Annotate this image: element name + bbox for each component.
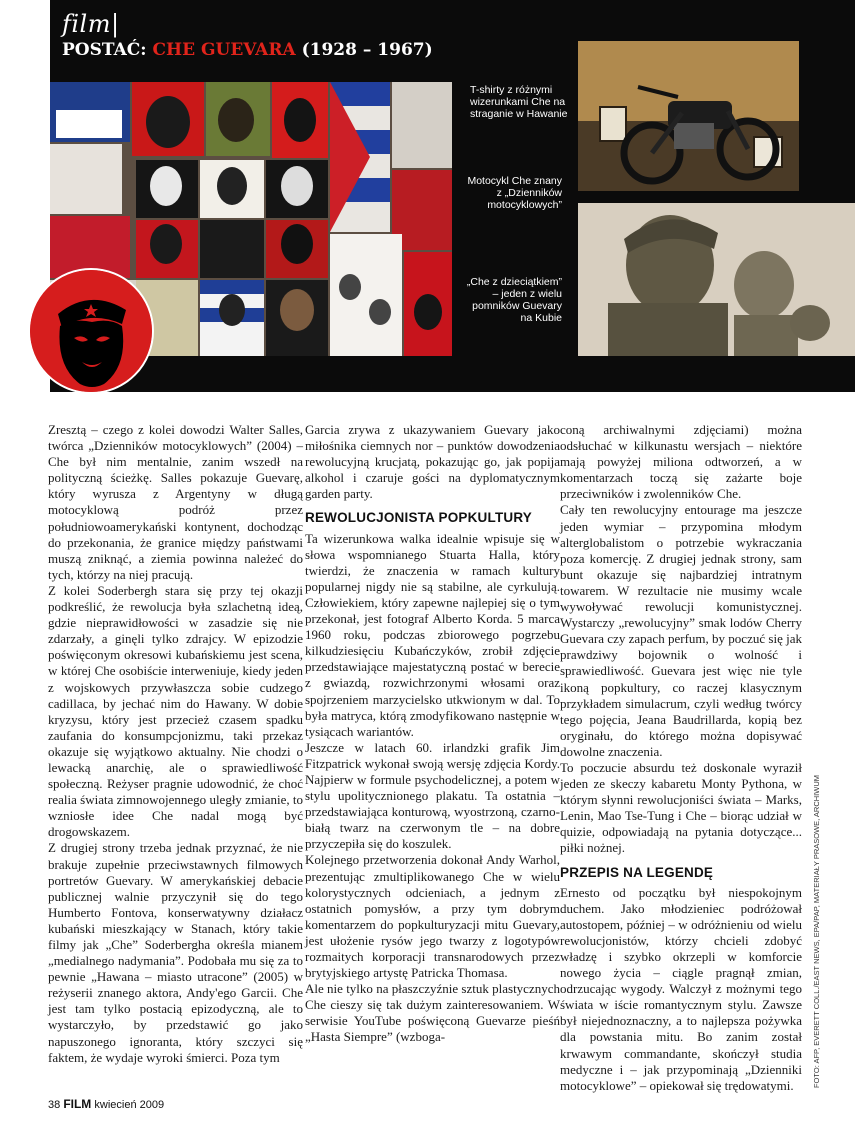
section-name: film bbox=[62, 10, 111, 38]
paragraph: Kolejnego przetworzenia dokonał Andy Warhol, prezentując zmultiplikowanego Che w wielu kolorystycznych odcieniach, a jednym z ostatnich pomysłów, a przy tym dobrym komentarzem do popkulturyzacji mitu Guevary, jest ułożenie rysów jego twarzy z logotypów rozmaitych korporacji transnarodowych przez brytyjskiego artystę Patricka Thomasa. bbox=[305, 852, 560, 981]
paragraph: Cały ten rewolucyjny entourage ma jeszcze jeden wymiar – przypomina młodym alterglobalistom o potrzebie wykraczania poza komercję. Z drugiej jednak strony, sam bunt okazuje się najbardziej intratnym towarem. W rezultacie nie musimy wcale wywoływać rewolucji komunistycznej. Wystarczy „rewolucyjny” smak lodów Cherry Guevara czy zapach perfum, by poczuć się jak prawdziwy bojownik o wolność i sprawiedliwość. Guevara jest więc nie tyle ikoną popkultury, co raczej klasycznym przykładem simulacrum, czyli według twórcy tego pojęcia, Jeana Baudrillarda, kopią bez oryginału, do którego można dopisywać dowolne znaczenia. bbox=[560, 502, 802, 759]
caption-statue: „Che z dzieciątkiem” – jeden z wielu pomników Guevary na Kubie bbox=[466, 276, 562, 324]
title-name: CHE GUEVARA bbox=[152, 40, 296, 60]
paragraph: Ernesto od początku był niespokojnym duchem. Jako młodzieniec podróżował autostopem, później – w odróżnieniu od wielu rewolucjonistów, którzy chcieli zdobyć władzę i szybko okrzepli w komforcie nowego życia – ciągle pragnął zmian, odrzucając wygody. Walczył z możnymi tego świata w iście romantycznym stylu. Zawsze był niejednoznaczny, a to najlepsza pożywka dla powstania mitu. Bo zanim został krwawym commandante, skończył studia medyczne i – jak przypominają „Dzienniki motocyklowe” – opiekował się trędowatymi. bbox=[560, 884, 802, 1093]
paragraph: Jeszcze w latach 60. irlandzki grafik Jim Fitzpatrick wykonał swoją wersję zdjęcia Kordy. Najpierw w formule psychodelicznej, a potem w stylu upolitycznionego plakatu. Ta ostatnia – przedstawiająca konturową, wyostrzoną, czarno-białą twarz na czerwonym tle – na dobre przyczepiła się do koszulek. bbox=[305, 739, 560, 852]
paragraph: Z kolei Soderbergh stara się przy tej okazji podkreślić, że rewolucja była szlachetną ideą, gdzie nieprawidłowości w zasadzie się nie zdarzały, a ginęli tylko zdrajcy. W epizodzie poświęconym okresowi kubańskiemu jest scena, w której Che osobiście interweniuje, kiedy jeden z wojskowych przywłaszcza sobie cudzego cadillaca, by jechać nim do Hawany. W dobie kryzysu, który jest przecież czasem spadku zaufania do konsumpcjonizmu, taki przekaz okazuje się wyjątkowo aktualny. Nie chodzi o lewacką anarchię, ale o sprawiedliwość społeczną. Reżyser pragnie udowodnić, że choć realia świata zimnowojennego uległy zmianie, to wzniosłe idee Che nadal mogą być drogowskazem. bbox=[48, 582, 303, 840]
title-prefix: POSTAĆ: bbox=[62, 40, 147, 60]
section-heading: PRZEPIS NA LEGENDĘ bbox=[560, 864, 714, 880]
caption-tshirts: T-shirty z różnymi wizerunkami Che na straganie w Hawanie bbox=[470, 84, 568, 120]
page-footer bbox=[48, 1097, 164, 1111]
section-label: film| bbox=[62, 10, 120, 38]
motorcycle-illustration bbox=[578, 41, 799, 191]
page-number: 38 bbox=[48, 1099, 61, 1111]
caption-motorcycle: Motocykl Che znany z „Dzienników motocyklowych” bbox=[467, 175, 562, 211]
paragraph: Ale nie tylko na płaszczyźnie sztuk plastycznych Che cieszy się tak dużym zainteresowaniem. W serwisie YouTube poświęconą Guevarze pieśń „Hasta Siempre” (wzboga- bbox=[305, 981, 560, 1045]
che-badge bbox=[28, 268, 154, 394]
paragraph: To poczucie absurdu też doskonale wyraził jeden ze skeczy kabaretu Monty Pythona, w którym słynni rewolucjoniści świata – Marks, Lenin, Mao Tse-Tung i Che – biorąc udział w quizie, odpowiadają na pytania dotyczące... piłki nożnej. bbox=[560, 759, 802, 856]
motorcycle-photo bbox=[578, 41, 799, 191]
title-years: (1928 – 1967) bbox=[301, 40, 433, 60]
statue-illustration bbox=[578, 203, 855, 356]
section-heading: REWOLUCJONISTA POPKULTURY bbox=[305, 510, 532, 526]
article-column-2 bbox=[305, 422, 560, 1046]
article-column-1 bbox=[48, 422, 303, 1066]
article-column-3 bbox=[560, 422, 802, 1094]
issue-date: kwiecień 2009 bbox=[94, 1099, 165, 1111]
magazine-name: FILM bbox=[63, 1097, 92, 1111]
paragraph: Zresztą – czego z kolei dowodzi Walter Salles, twórca „Dzienników motocyklowych” (2004) – Che był nim mentalnie, zanim wszedł na polityczną ścieżkę. Salles pokazuje Guevarę, który wyrusza z Argentyny w długą motocyklową podróż przez południowoamerykański kontynent, dochodząc do przekonania, że granice między państwami muszą zniknąć, a ziemia powinna należeć do tych, którzy na niej pracują. bbox=[48, 422, 303, 582]
photo-credit: FOTO: AFP, EVERETT COLL./EAST NEWS, EPA/PAP, MATERIAŁY PRASOWE, ARCHIWUM bbox=[812, 775, 821, 1088]
paragraph: coną archiwalnymi zdjęciami) można odsłuchać w kilkunastu wersjach – niektóre mają powyżej miliona odtworzeń, a w komentarzach toczą się zażarte boje przeciwników i zwolenników Che. bbox=[560, 422, 802, 502]
paragraph: Z drugiej strony trzeba jednak przyznać, że nie brakuje zupełnie przeciwstawnych filmowych portretów Guevary. W amerykańskiej debacie publicznej walnie przyczynił się do tego Humberto Fontova, konserwatywny działacz kubański mieszkający w Stanach, który takie filmy jak „Che” Soderbergha określa mianem „medialnego nadymania”. Podobała mu się za to pewnie „Hawana – miasto utracone” (2005) w reżyserii znanego aktora, Andy'ego Garcii. Che jest tam tylko postacią epizodyczną, ale to wystarczyło, by przedstawić go jako napuszonego ignoranta, który szczyci się faktem, że wydaje wyroki śmierci. Poza tym bbox=[48, 840, 303, 1065]
page-title bbox=[62, 40, 433, 60]
che-portrait-icon bbox=[30, 270, 152, 392]
paragraph: Garcia zrywa z ukazywaniem Guevary jako miłośnika ciemnych nor – punktów dowodzenia rewolucyjną krucjatą, pokazując go, jak popija alkohol i czaruje gości na dyplomatycznym garden party. bbox=[305, 422, 560, 502]
statue-photo bbox=[578, 203, 855, 356]
paragraph: Ta wizerunkowa walka idealnie wpisuje się w słowa wspomnianego Stuarta Halla, który twierdzi, że znaczenia w ramach kultury popularnej nigdy nie są stabilne, ale cyrkulują. Człowiekiem, który zapewne najlepiej się o tym przekonał, jest fotograf Alberto Korda. 5 marca 1960 roku, podczas zbiorowego pogrzebu kilkudziesięciu Kubańczyków, zrobił zdjęcie przedstawiające majestatyczną postać w berecie z gwiazdą, rozwichrzonymi włosami oraz spojrzeniem marzycielsko utkwionym w dal. To była matryca, którą zmodyfikowano następnie w tysiącach wariantów. bbox=[305, 530, 560, 739]
